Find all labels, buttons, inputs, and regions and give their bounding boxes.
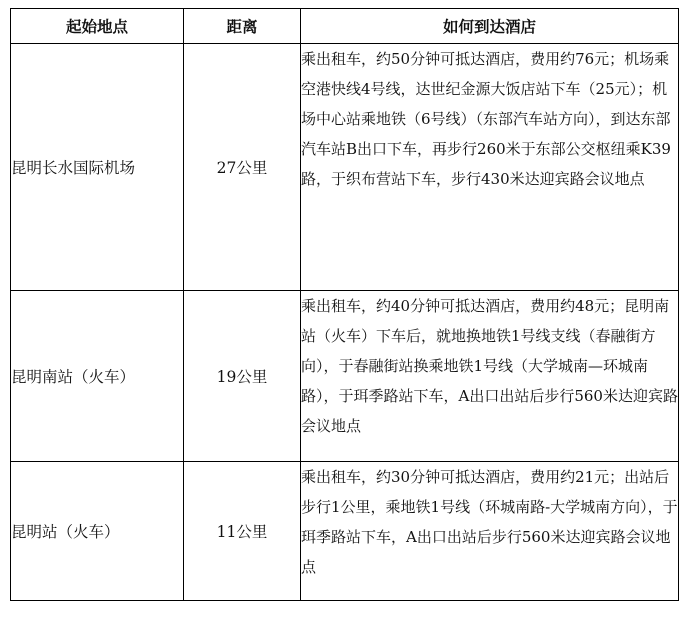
header-origin: 起始地点: [11, 9, 184, 44]
directions-cell: 乘出租车，约40分钟可抵达酒店，费用约48元；昆明南站（火车）下车后，就地换地铁1号线支线（春融街方向），于春融街站换乘地铁1号线（大学城南—环城南路），于珥季路站下车，A出口出站后步行560米达迎宾路会议地点: [301, 291, 679, 462]
header-row: [11, 9, 679, 44]
origin-cell: 昆明南站（火车）: [11, 291, 184, 462]
directions-cell: 乘出租车，约50分钟可抵达酒店，费用约76元；机场乘空港快线4号线，达世纪金源大饭店站下车（25元）；机场中心站乘地铁（6号线）（东部汽车站方向），到达东部汽车站B出口下车，再步行260米于东部公交枢纽乘K39路，于织布营站下车，步行430米达迎宾路会议地点: [301, 44, 679, 291]
distance-cell: 11公里: [184, 462, 301, 601]
table-row: [11, 291, 679, 462]
directions-cell: 乘出租车，约30分钟可抵达酒店，费用约21元；出站后步行1公里，乘地铁1号线（环城南路-大学城南方向），于珥季路站下车，A出口出站后步行560米达迎宾路会议地点: [301, 462, 679, 601]
table-row: [11, 44, 679, 291]
table-body: [11, 44, 679, 601]
header-directions: 如何到达酒店: [301, 9, 679, 44]
origin-cell: 昆明长水国际机场: [11, 44, 184, 291]
route-table: [10, 8, 679, 601]
table-row: [11, 462, 679, 601]
table-header: [11, 9, 679, 44]
distance-cell: 27公里: [184, 44, 301, 291]
distance-cell: 19公里: [184, 291, 301, 462]
header-distance: 距离: [184, 9, 301, 44]
origin-cell: 昆明站（火车）: [11, 462, 184, 601]
